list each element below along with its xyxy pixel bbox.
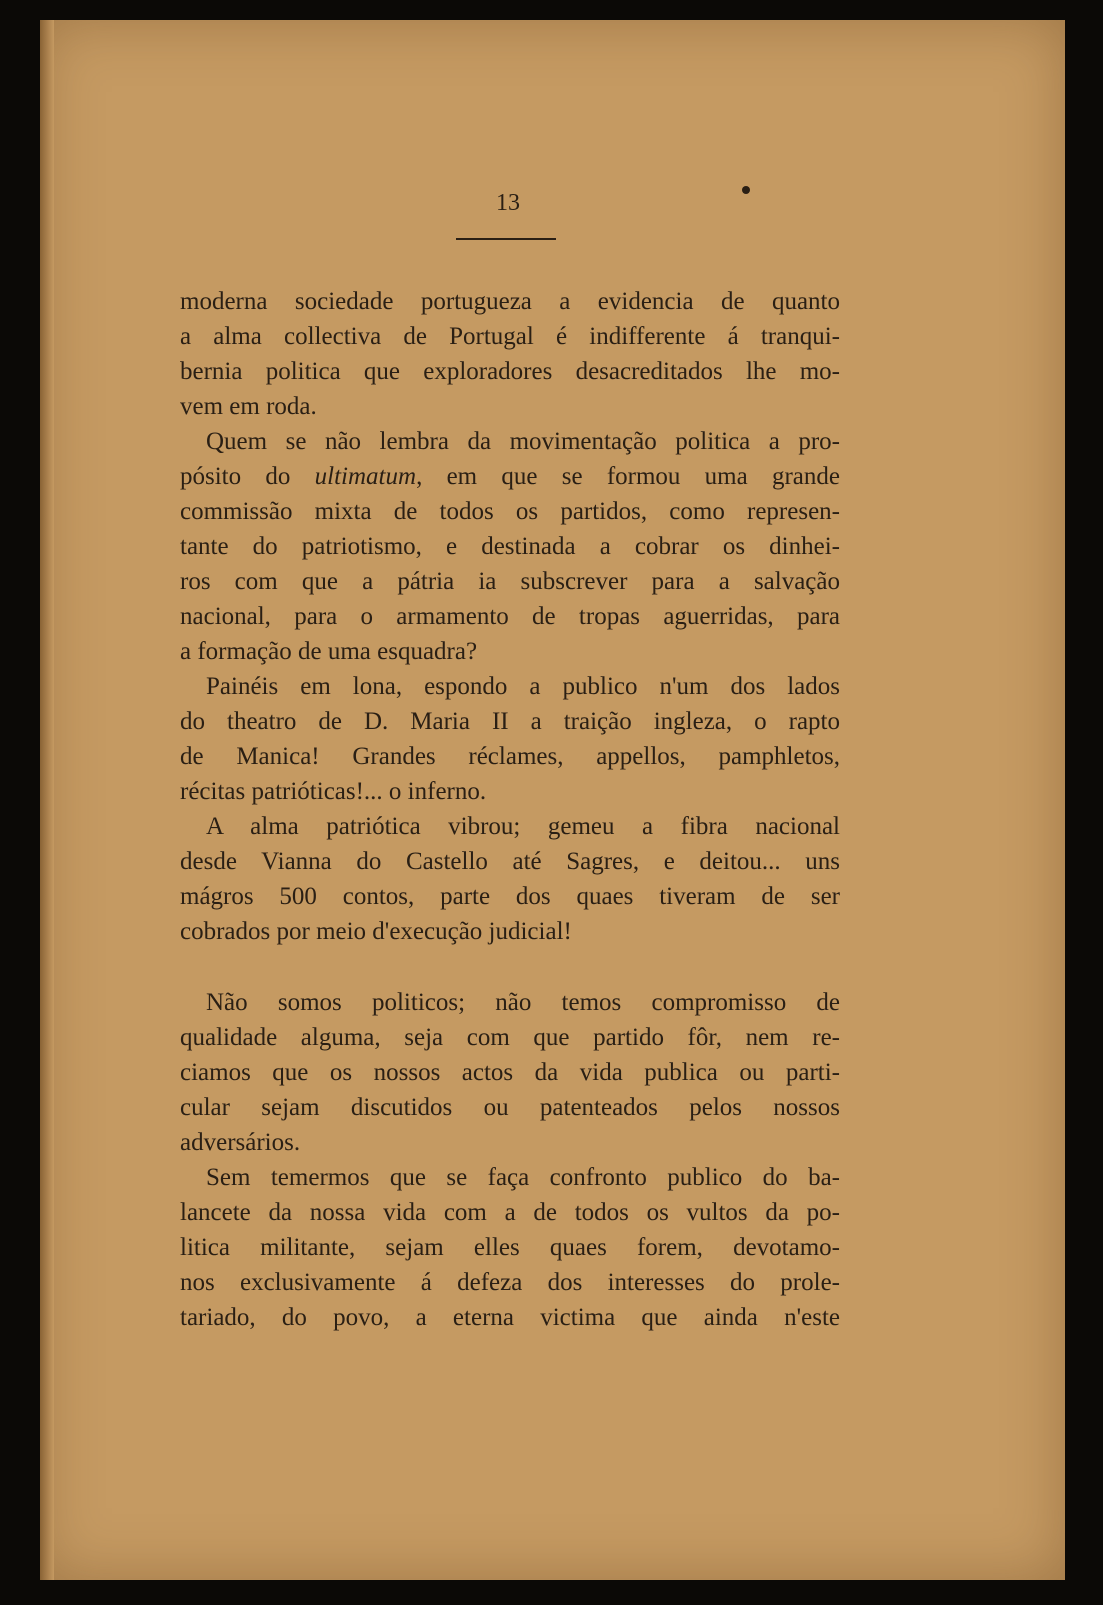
text-line: Quem se não lembra da movimentação politica a pro- <box>206 428 840 455</box>
text-line: Painéis em lona, espondo a publico n'um dos lados <box>206 673 840 700</box>
text-line: vem em roda. <box>180 393 317 420</box>
text-line: de Manica! Grandes réclames, appellos, pamphletos, <box>180 743 840 770</box>
text-line: desde Vianna do Castello até Sagres, e deitou... uns <box>180 848 840 875</box>
italic-word: ultimatum <box>314 463 417 490</box>
text-line: commissão mixta de todos os partidos, como represen- <box>180 498 840 525</box>
body-text <box>180 284 840 1335</box>
text-line: qualidade alguma, seja com que partido fôr, nem re- <box>180 1024 840 1051</box>
text-line: tante do patriotismo, e destinada a cobrar os dinhei- <box>180 533 840 560</box>
text-line: tariado, do povo, a eterna victima que ainda n'este <box>180 1304 840 1331</box>
text-line-with-italic: pósito do ultimatum, em que se formou uma grande <box>180 463 841 490</box>
text-line: adversários. <box>180 1129 301 1156</box>
page-number: 13 <box>496 190 520 216</box>
header-rule <box>456 238 556 240</box>
text-line: nos exclusivamente á defeza dos interesses do prole- <box>180 1269 840 1296</box>
ink-spot <box>742 186 750 194</box>
text-line: a formação de uma esquadra? <box>180 638 478 665</box>
text-line: récitas patrióticas!... o inferno. <box>180 778 487 805</box>
text-line: nacional, para o armamento de tropas aguerridas, para <box>180 603 840 630</box>
text-line: cular sejam discutidos ou patenteados pelos nossos <box>180 1094 840 1121</box>
text-line: cobrados por meio d'execução judicial! <box>180 918 572 945</box>
text-line: do theatro de D. Maria II a traição ingleza, o rapto <box>180 708 840 735</box>
text-line: Não somos politicos; não temos compromisso de <box>206 989 840 1016</box>
text-line: litica militante, sejam elles quaes forem, devotamo- <box>180 1234 840 1261</box>
text-line: a alma collectiva de Portugal é indifferente á tranqui- <box>180 323 840 350</box>
text-line: bernia politica que exploradores desacreditados lhe mo- <box>180 358 840 385</box>
text-line: ros com que a pátria ia subscrever para a salvação <box>180 568 840 595</box>
text-line: ciamos que os nossos actos da vida publica ou parti- <box>180 1059 840 1086</box>
text-line: mágros 500 contos, parte dos quaes tiveram de ser <box>180 883 840 910</box>
text-line: A alma patriótica vibrou; gemeu a fibra nacional <box>206 813 840 840</box>
text-line: lancete da nossa vida com a de todos os vultos da po- <box>180 1199 840 1226</box>
page-gutter-shadow <box>40 20 54 1580</box>
text-line: moderna sociedade portugueza a evidencia de quanto <box>180 288 840 315</box>
section-break <box>180 949 840 985</box>
text-line: Sem temermos que se faça confronto publico do ba- <box>206 1164 840 1191</box>
